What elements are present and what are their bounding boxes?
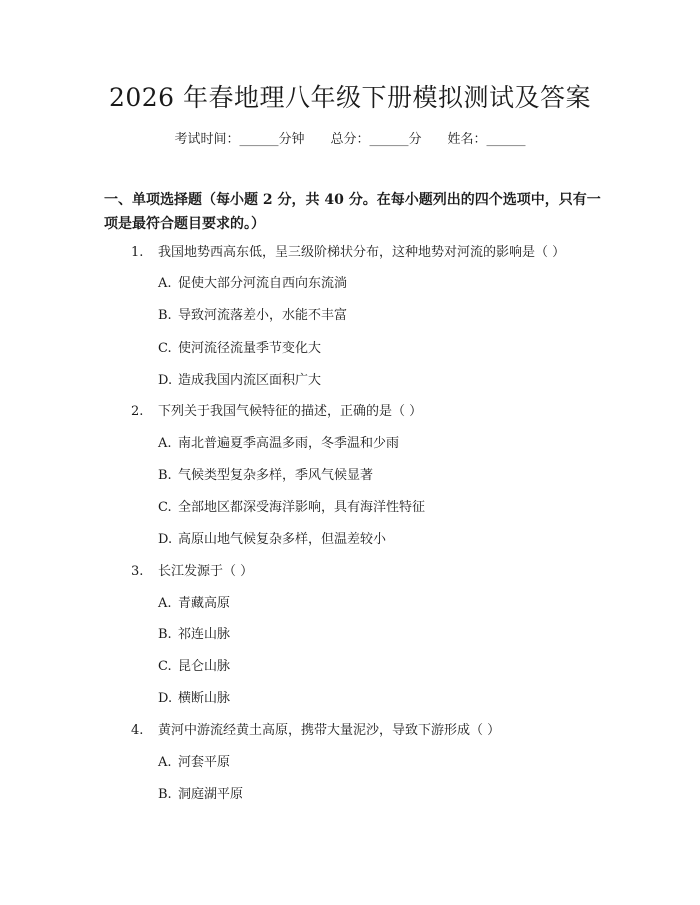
question-1-option-a [158, 273, 347, 295]
question-1-option-b [158, 305, 347, 327]
option-text: 洞庭湖平原 [178, 787, 244, 802]
question-number: 3. [131, 564, 144, 579]
option-letter: C. [158, 659, 172, 674]
question-text: 长江发源于（ ） [158, 564, 254, 579]
option-letter: C. [158, 341, 172, 356]
option-letter: C. [158, 500, 172, 515]
option-letter: A. [158, 276, 172, 291]
option-text: 青藏高原 [178, 596, 231, 611]
option-text: 昆仑山脉 [178, 659, 231, 674]
option-text: 导致河流落差小，水能不丰富 [178, 308, 348, 323]
option-text: 南北普遍夏季高温多雨，冬季温和少雨 [178, 436, 400, 451]
option-letter: A. [158, 596, 172, 611]
option-letter: B. [158, 627, 172, 642]
option-text: 高原山地气候复杂多样，但温差较小 [178, 532, 387, 547]
option-text: 横断山脉 [178, 691, 231, 706]
question-3-option-c [158, 656, 230, 678]
question-2-option-a [158, 433, 399, 455]
option-letter: B. [158, 787, 172, 802]
student-name-label: 姓名： [447, 132, 487, 147]
question-1-option-d [158, 370, 321, 392]
question-3-option-b [158, 624, 230, 646]
option-text: 使河流径流量季节变化大 [178, 341, 322, 356]
total-score-field [330, 128, 421, 152]
student-name-blank: ______ [486, 132, 526, 147]
option-text: 造成我国内流区面积广大 [178, 373, 322, 388]
option-text: 全部地区都深受海洋影响，具有海洋性特征 [178, 500, 426, 515]
option-letter: A. [158, 436, 172, 451]
question-number: 1. [131, 245, 144, 260]
total-score-unit: 分 [408, 132, 422, 147]
page-title: 2026 年春地理八年级下册模拟测试及答案 [108, 83, 592, 112]
option-letter: D. [158, 532, 173, 547]
question-3 [131, 561, 253, 583]
question-4 [131, 720, 500, 742]
question-1-option-c [158, 338, 321, 360]
question-2-option-b [158, 465, 373, 487]
option-text: 气候类型复杂多样，季风气候显著 [178, 468, 374, 483]
question-text: 我国地势西高东低，呈三级阶梯状分布，这种地势对河流的影响是（ ） [158, 245, 566, 260]
question-3-option-d [158, 688, 230, 710]
option-letter: D. [158, 691, 173, 706]
question-text: 黄河中游流经黄土高原，携带大量泥沙，导致下游形成（ ） [158, 723, 501, 738]
total-score-blank: ______ [369, 132, 409, 147]
option-text: 祁连山脉 [178, 627, 231, 642]
question-2-option-c [158, 497, 425, 519]
question-number: 4. [131, 723, 144, 738]
exam-time-blank: ______ [239, 132, 279, 147]
option-letter: D. [158, 373, 173, 388]
option-letter: B. [158, 308, 172, 323]
question-2-option-d [158, 529, 386, 551]
exam-info-line [0, 128, 700, 152]
exam-time-unit: 分钟 [278, 132, 305, 147]
question-4-option-b [158, 784, 243, 806]
question-3-option-a [158, 593, 230, 615]
option-letter: B. [158, 468, 172, 483]
question-text: 下列关于我国气候特征的描述，正确的是（ ） [158, 404, 423, 419]
option-text: 河套平原 [178, 755, 231, 770]
exam-time-label: 考试时间： [174, 132, 240, 147]
section-heading: 一、单项选择题（每小题 2 分，共 40 分。在每小题列出的四个选项中，只有一项是最符合题目要求的。） [104, 192, 601, 232]
student-name-field [448, 128, 526, 152]
question-2 [131, 401, 422, 423]
exam-time-field [174, 128, 304, 152]
option-letter: A. [158, 755, 172, 770]
question-4-option-a [158, 752, 230, 774]
question-number: 2. [131, 404, 144, 419]
total-score-label: 总分： [330, 132, 370, 147]
option-text: 促使大部分河流自西向东流淌 [178, 276, 348, 291]
question-1 [131, 242, 565, 264]
